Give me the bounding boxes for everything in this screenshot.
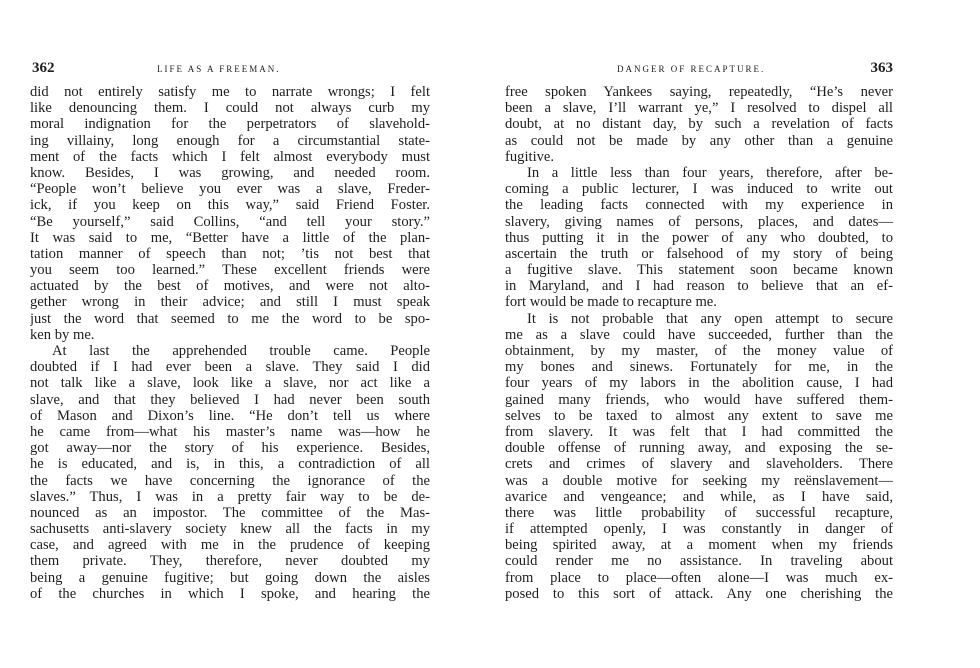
- text-line: of Mason and Dixon’s line. “He don’t tell us where: [30, 407, 430, 424]
- text-line: It is not probable that any open attempt to secure: [527, 310, 893, 327]
- text-line: double offense of running away, and exposing the se-: [505, 440, 893, 457]
- text-line: posed to this sort of attack. Any one cherishing the: [505, 585, 893, 602]
- text-line: ment of the facts which I felt almost everybody must: [30, 148, 430, 165]
- text-line: from place to place—often alone—I was much ex-: [505, 569, 893, 586]
- text-line: just the word that seemed to me the word to be spo-: [30, 310, 430, 327]
- text-line: slavery, giving names of persons, places, and dates—: [505, 213, 893, 230]
- text-line: did not entirely satisfy me to narrate wrongs; I felt: [30, 84, 430, 100]
- left-page-body: [30, 84, 430, 602]
- text-line: got away—nor the story of his experience. Besides,: [30, 440, 430, 457]
- text-line: At last the apprehended trouble came. People: [52, 343, 430, 359]
- left-page-header: [30, 60, 430, 80]
- text-line: ick, if you keep on this way,” said Friend Foster.: [30, 197, 430, 214]
- right-page-body: [505, 84, 893, 602]
- text-line: In a little less than four years, therefore, after be-: [527, 164, 893, 181]
- text-line: crets and crimes of slavery and slaveholders. There: [505, 456, 893, 473]
- text-line: being a genuine fugitive; but going down the aisles: [30, 569, 430, 586]
- left-page: [30, 0, 430, 668]
- text-line: fugitive.: [505, 148, 555, 165]
- text-line: “People won’t believe you ever was a slave, Freder-: [30, 181, 430, 198]
- page-number: 363: [870, 60, 893, 76]
- text-line: if attempted openly, I was constantly in danger of: [505, 521, 893, 538]
- text-line: four years of my labors in the abolition cause, I had: [505, 375, 893, 392]
- text-line: sachusetts anti-slavery society knew all the facts in my: [30, 521, 430, 538]
- text-line: could render me no assistance. In traveling about: [505, 553, 893, 570]
- text-line: not talk like a slave, look like a slave, nor act like a: [30, 375, 430, 392]
- text-line: coming a public lecturer, I was induced to write out: [505, 181, 893, 198]
- text-line: as could not be made by any other than a genuine: [505, 132, 893, 149]
- text-line: “Be yourself,” said Collins, “and tell your story.”: [30, 213, 430, 230]
- text-line: them private. They, therefore, never doubted my: [30, 553, 430, 570]
- text-line: It was said to me, “Better have a little of the plan-: [30, 229, 430, 246]
- text-line: obtainment, by my master, of the money value of: [505, 343, 893, 359]
- text-line: nounced as an impostor. The committee of the Mas-: [30, 504, 430, 521]
- text-line: slaves.” Thus, I was in a pretty fair way to be de-: [30, 488, 430, 505]
- page-number: 362: [32, 60, 55, 76]
- text-line: was a double motive for seeking my reënslavement—: [505, 472, 893, 489]
- text-line: ken by me.: [30, 326, 95, 343]
- running-head: LIFE AS A FREEMAN.: [157, 64, 281, 74]
- text-line: he came from—what his master’s name was—how he: [30, 423, 430, 440]
- text-line: from slavery. It was felt that I had committed the: [505, 423, 893, 440]
- text-line: free spoken Yankees saying, repeatedly, “He’s never: [505, 84, 893, 100]
- text-line: doubt, at no distant day, by such a revelation of facts: [505, 116, 893, 133]
- text-line: thus putting it in the power of any who doubted, to: [505, 229, 893, 246]
- text-line: ascertain the truth or falsehood of my story of being: [505, 245, 893, 262]
- text-line: like denouncing them. I could not always curb my: [30, 100, 430, 117]
- text-line: case, and agreed with me in the prudence of keeping: [30, 537, 430, 554]
- text-line: the leading facts connected with my experience in: [505, 197, 893, 214]
- text-line: gether wrong in their advice; and still I must speak: [30, 294, 430, 311]
- text-line: being spirited away, at a moment when my friends: [505, 537, 893, 554]
- text-line: my bones and sinews. Fortunately for me, in the: [505, 359, 893, 376]
- text-line: know. Besides, I was growing, and needed room.: [30, 164, 430, 181]
- text-line: the facts we have concerning the ignorance of the: [30, 472, 430, 489]
- text-line: been a slave, I’ll warrant ye,” I resolved to dispel all: [505, 100, 893, 117]
- text-line: in Maryland, and I had reason to believe that an ef-: [505, 278, 893, 295]
- text-line: me as a slave could have succeeded, further than the: [505, 326, 893, 343]
- text-line: he is educated, and is, in this, a contradiction of all: [30, 456, 430, 473]
- running-head: DANGER OF RECAPTURE.: [617, 64, 766, 74]
- text-line: avarice and vengeance; and while, as I have said,: [505, 488, 893, 505]
- text-line: actuated by the best of motives, and were not alto-: [30, 278, 430, 295]
- text-line: slave, and that they believed I had never been south: [30, 391, 430, 408]
- text-line: fort would be made to recapture me.: [505, 294, 717, 311]
- text-line: tation manner of speech than not; ’tis not best that: [30, 245, 430, 262]
- text-line: moral indignation for the perpetrators of slavehold-: [30, 116, 430, 133]
- text-line: there was little probability of successful recapture,: [505, 504, 893, 521]
- text-line: gained many friends, who would have suffered them-: [505, 391, 893, 408]
- text-line: selves to be taxed to almost any extent to save me: [505, 407, 893, 424]
- right-page: [505, 0, 893, 668]
- text-line: you seem too learned.” These excellent friends were: [30, 262, 430, 279]
- text-line: ing villainy, long enough for a circumstantial state-: [30, 132, 430, 149]
- text-line: a fugitive slave. This statement soon became known: [505, 262, 893, 279]
- text-line: doubted if I had ever been a slave. They said I did: [30, 359, 430, 376]
- text-line: of the churches in which I spoke, and hearing the: [30, 585, 430, 602]
- right-page-header: [505, 60, 893, 80]
